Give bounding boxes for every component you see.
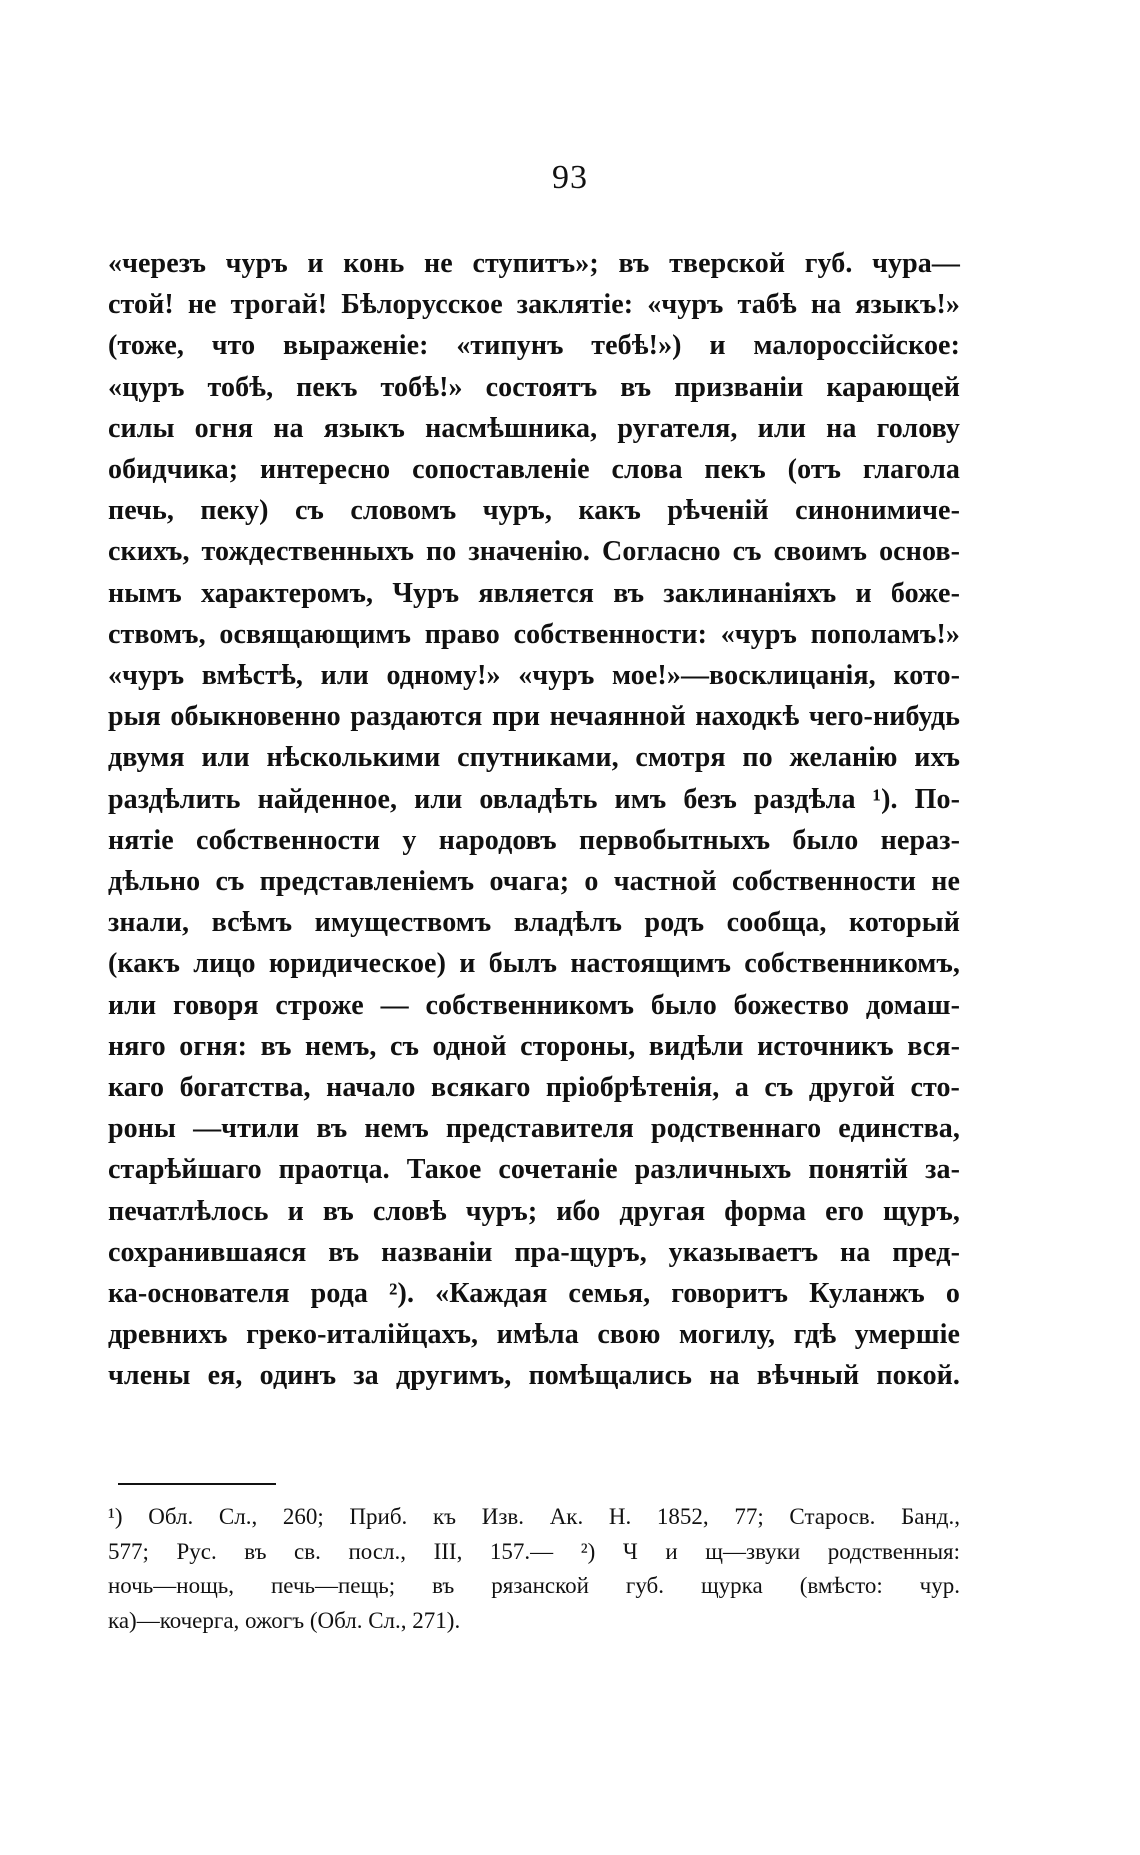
footnote-line: ка)—кочерга, ожогъ (Обл. Сл., 271). <box>108 1607 461 1633</box>
text-line: дѣльно съ представленіемъ очага; о частной собственности не <box>108 866 960 898</box>
text-line: роны —чтили въ немъ представителя родственнаго единства, <box>108 1113 960 1145</box>
text-line: раздѣлить найденное, или овладѣть имъ безъ раздѣла ¹). По- <box>108 783 960 815</box>
footnote-line: ¹) Обл. Сл., 260; Приб. къ Изв. Ак. Н. 1852, 77; Старосв. Банд., <box>108 1504 960 1529</box>
text-line: старѣйшаго праотца. Такое сочетаніе различныхъ понятій за- <box>108 1154 960 1186</box>
page-number: 93 <box>552 159 588 196</box>
footnote-line: 577; Рус. въ св. посл., III, 157.— ²) Ч и щ—звуки родственныя: <box>108 1538 960 1564</box>
text-line: печатлѣлось и въ словѣ чуръ; ибо другая форма его щуръ, <box>108 1195 960 1227</box>
text-line: няго огня: въ немъ, съ одной стороны, видѣли источникъ вся- <box>108 1030 960 1062</box>
text-line: члены ея, одинъ за другимъ, помѣщались на вѣчный покой. <box>108 1360 960 1392</box>
text-line: каго богатства, начало всякаго пріобрѣтенія, а съ другой сто- <box>108 1072 960 1104</box>
text-line: обидчика; интересно сопоставленіе слова пекъ (отъ глагола <box>108 454 960 486</box>
text-line: «черезъ чуръ и конь не ступитъ»; въ тверской губ. чура— <box>108 248 960 279</box>
text-line: нымъ характеромъ, Чуръ является въ заклинаніяхъ и боже- <box>108 577 960 609</box>
text-line: нятіе собственности у народовъ первобытныхъ было нераз- <box>108 824 960 856</box>
text-line: или говоря строже — собственникомъ было божество домаш- <box>108 989 960 1021</box>
text-line: силы огня на языкъ насмѣшника, ругателя, или на голову <box>108 412 960 444</box>
text-line: сохранившаяся въ названіи пра-щуръ, указываетъ на пред- <box>108 1236 960 1268</box>
text-line: ка-основателя рода ²). «Каждая семья, говоритъ Куланжъ о <box>108 1278 960 1310</box>
text-line: печь, пеку) съ словомъ чуръ, какъ рѣченій синонимиче- <box>108 495 960 527</box>
text-line: рыя обыкновенно раздаются при нечаянной находкѣ чего-нибудь <box>108 701 960 733</box>
footnotes <box>108 1500 960 1638</box>
text-line: «чуръ вмѣстѣ, или одному!» «чуръ мое!»—восклицанія, кото- <box>108 660 960 692</box>
text-line: древнихъ греко-италійцахъ, имѣла свою могилу, гдѣ умершіе <box>108 1319 960 1351</box>
text-line: ствомъ, освящающимъ право собственности: «чуръ пополамъ!» <box>108 618 960 650</box>
text-line: двумя или нѣсколькими спутниками, смотря по желанію ихъ <box>108 742 960 774</box>
main-text <box>108 243 960 1397</box>
footnote-line: ночь—нощь, печь—пещь; въ рязанской губ. щурка (вмѣсто: чур. <box>108 1573 960 1598</box>
text-line: (тоже, что выраженіе: «типунъ тебѣ!») и малороссійское: <box>108 330 960 362</box>
text-line: «цуръ тобѣ, пекъ тобѣ!» состоятъ въ призваніи карающей <box>108 371 960 403</box>
text-line: (какъ лицо юридическое) и былъ настоящимъ собственникомъ, <box>108 948 960 980</box>
text-line: знали, всѣмъ имуществомъ владѣлъ родъ сообща, который <box>108 907 960 939</box>
text-line: скихъ, тождественныхъ по значенію. Согласно съ своимъ основ- <box>108 536 960 568</box>
footnote-separator <box>118 1483 276 1485</box>
text-line: стой! не трогай! Бѣлорусское заклятіе: «чуръ табѣ на языкъ!» <box>108 289 960 321</box>
